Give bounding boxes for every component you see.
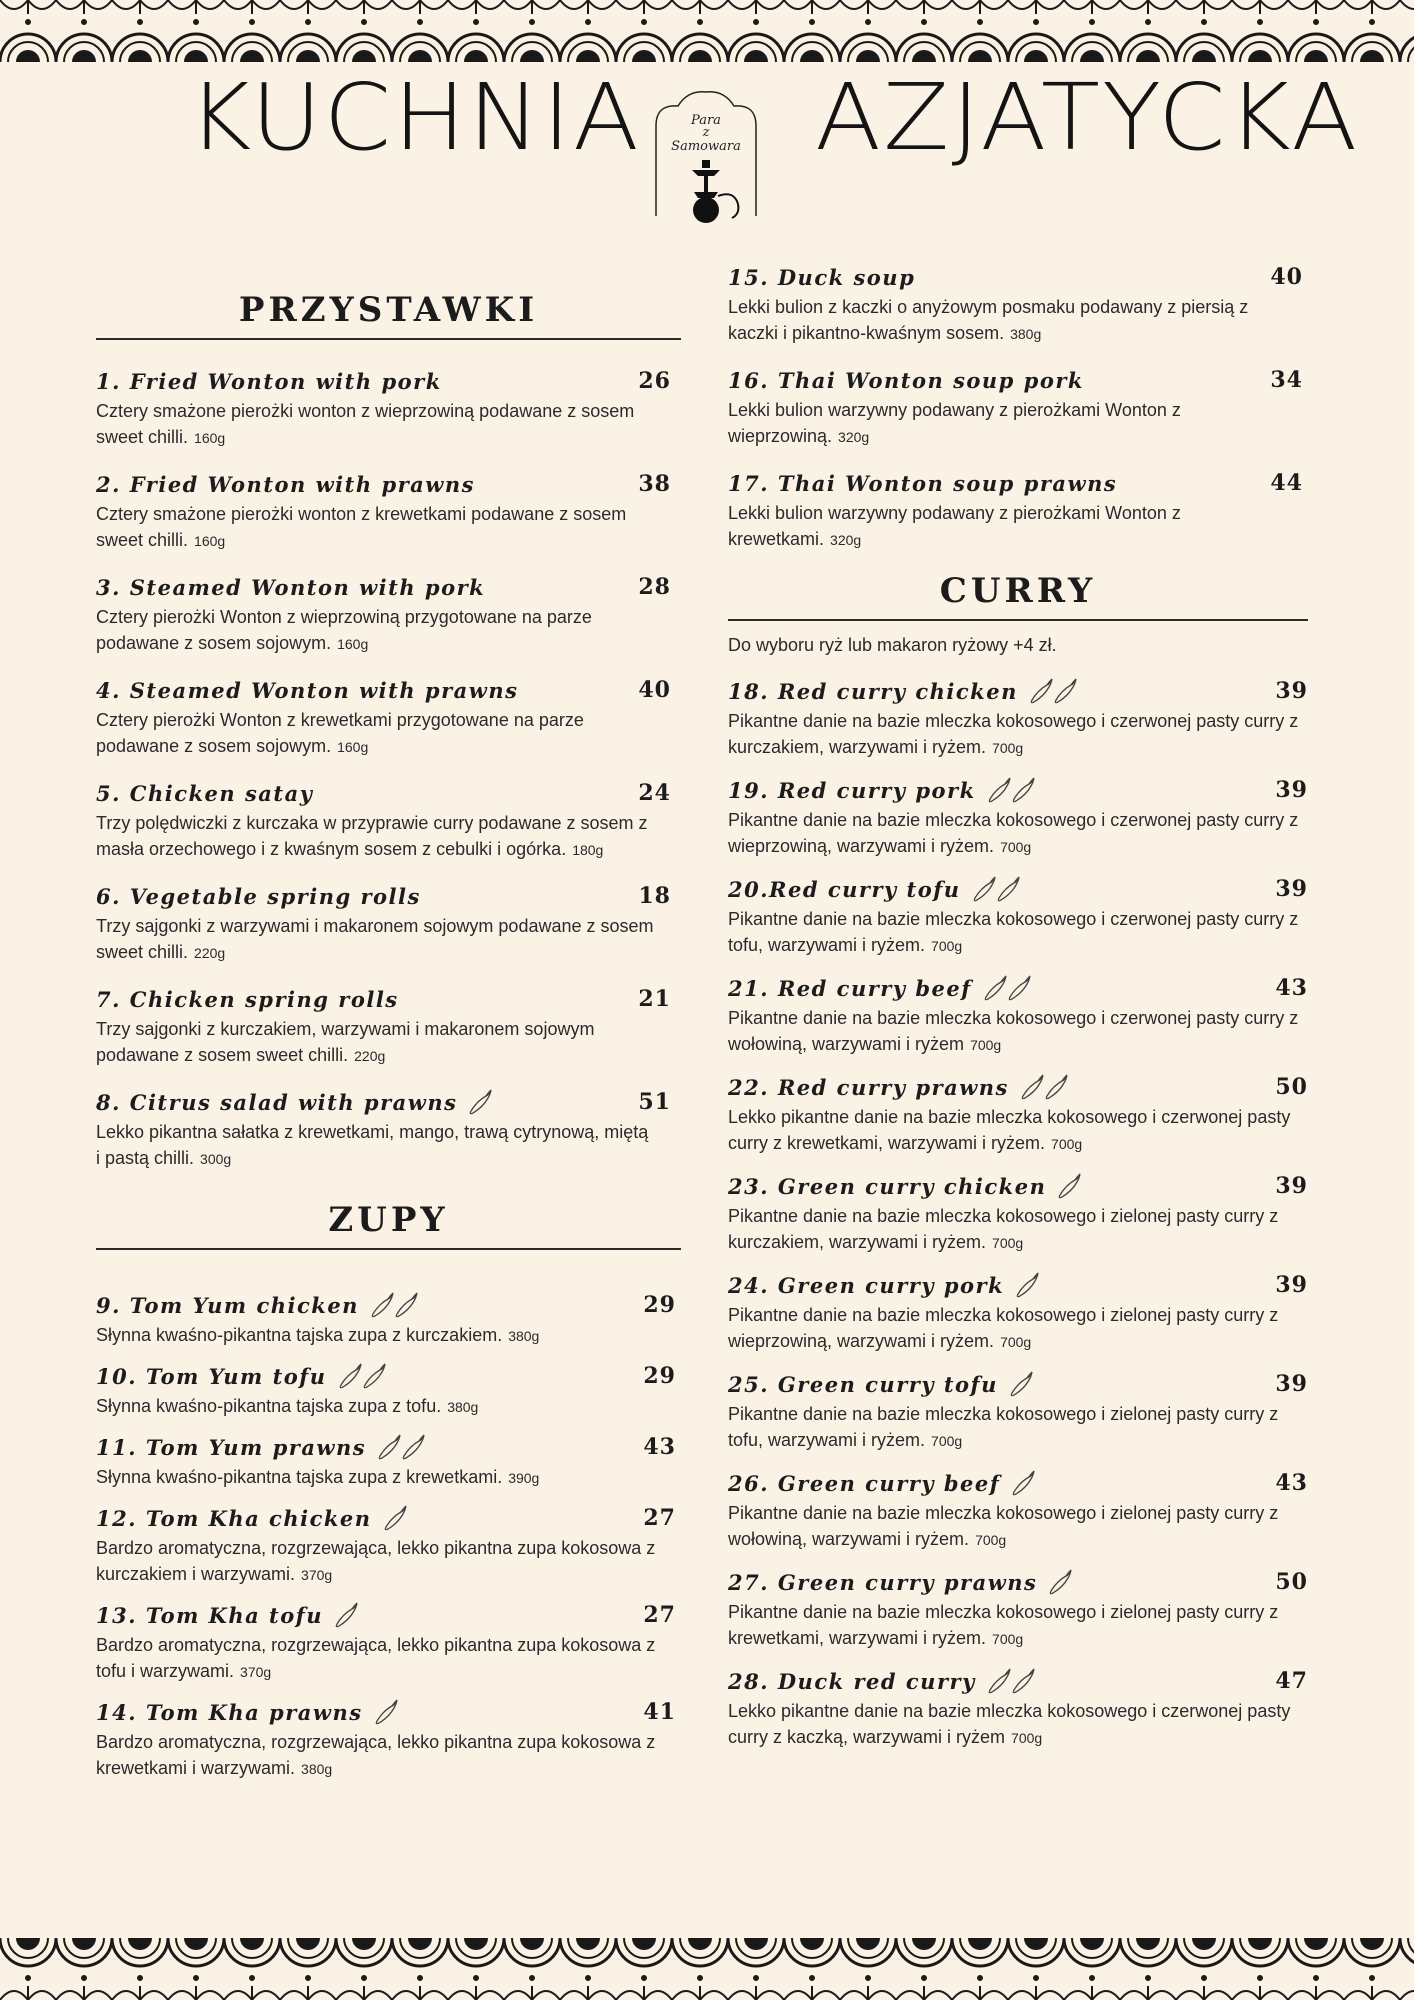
menu-item-name: 17. Thai Wonton soup prawns <box>728 470 1118 496</box>
menu-item-price: 39 <box>1275 876 1308 902</box>
menu-item-price: 18 <box>638 883 671 909</box>
menu-item-name: 9. Tom Yum chicken <box>96 1292 359 1318</box>
menu-item-name: 14. Tom Kha prawns <box>96 1699 363 1725</box>
menu-item-weight: 700g <box>1000 1334 1032 1350</box>
menu-item-header <box>728 1270 1308 1300</box>
menu-item-description: Pikantne danie na bazie mleczka kokosowego i czerwonej pasty curry z tofu, warzywami i ryżem. <box>728 909 1299 955</box>
menu-item-price: 29 <box>643 1292 676 1318</box>
menu-item-price: 41 <box>643 1699 676 1725</box>
menu-item-description-block <box>96 1119 656 1172</box>
menu-item-name: 24. Green curry pork <box>728 1272 1005 1298</box>
menu-item-weight: 160g <box>337 739 369 755</box>
menu-item-price: 44 <box>1270 470 1303 496</box>
menu-item-description: Pikantne danie na bazie mleczka kokosowego i czerwonej pasty curry z wieprzowiną, warzywami i ryżem. <box>728 810 1299 856</box>
chili-pepper-icon <box>984 775 1032 805</box>
menu-item <box>96 778 671 863</box>
menu-item-price: 43 <box>1275 975 1308 1001</box>
menu-item-price: 43 <box>1275 1470 1308 1496</box>
menu-item-price: 27 <box>643 1602 676 1628</box>
menu-item-description: Lekki bulion warzywny podawany z pierożkami Wonton z krewetkami. <box>728 503 1181 549</box>
menu-item-price: 50 <box>1275 1074 1308 1100</box>
menu-item-description: Słynna kwaśno-pikantna tajska zupa z kurczakiem. <box>96 1325 503 1345</box>
menu-item-weight: 300g <box>200 1151 232 1167</box>
menu-item-description-block <box>96 1535 656 1588</box>
menu-item-description-block <box>728 1203 1308 1256</box>
menu-item-weight: 700g <box>970 1037 1002 1053</box>
menu-item-description: Trzy sajgonki z warzywami i makaronem sojowym podawane z sosem sweet chilli. <box>96 916 654 962</box>
menu-item-description: Cztery pierożki Wonton z wieprzowiną przygotowane na parze podawane z sosem sojowym. <box>96 607 592 653</box>
menu-item <box>728 874 1308 959</box>
menu-item-description: Cztery smażone pierożki wonton z wieprzowiną podawane z sosem sweet chilli. <box>96 401 635 447</box>
menu-item-description-block <box>96 1729 656 1782</box>
menu-item-description-block <box>728 294 1288 347</box>
menu-item <box>96 1290 676 1349</box>
menu-item-header <box>728 365 1303 395</box>
menu-item-name: 28. Duck red curry <box>728 1668 976 1694</box>
menu-item-header <box>728 468 1303 498</box>
menu-item-description-block <box>728 1401 1308 1454</box>
menu-item-description: Lekki bulion warzywny podawany z pierożkami Wonton z wieprzowiną. <box>728 400 1181 446</box>
menu-item <box>728 365 1303 450</box>
chili-pepper-icon <box>1017 1072 1065 1102</box>
menu-item-name: 22. Red curry prawns <box>728 1074 1009 1100</box>
menu-item-weight: 370g <box>301 1567 333 1583</box>
menu-item-weight: 700g <box>992 1235 1024 1251</box>
chili-pepper-icon <box>1008 1468 1032 1498</box>
menu-item-header <box>728 1468 1308 1498</box>
menu-item <box>728 1270 1308 1355</box>
menu-item-header <box>96 984 671 1014</box>
menu-item-name: 3. Steamed Wonton with pork <box>96 574 486 600</box>
logo-text-3: Samowara <box>671 139 741 154</box>
chili-pepper-icon <box>1045 1567 1069 1597</box>
logo-text-2: z <box>702 125 710 140</box>
menu-item-price: 39 <box>1275 777 1308 803</box>
menu-item-weight: 160g <box>337 636 369 652</box>
menu-item-description: Słynna kwaśno-pikantna tajska zupa z tofu. <box>96 1396 442 1416</box>
menu-item-price: 47 <box>1275 1668 1308 1694</box>
menu-item-price: 39 <box>1275 1173 1308 1199</box>
menu-item-weight: 160g <box>194 533 226 549</box>
title-right: AZJATYCKA <box>815 64 1360 171</box>
menu-item-weight: 380g <box>301 1761 333 1777</box>
chili-pepper-icon <box>331 1600 355 1630</box>
menu-item-weight: 700g <box>975 1532 1007 1548</box>
menu-item <box>96 984 671 1069</box>
menu-item-name: 18. Red curry chicken <box>728 678 1018 704</box>
menu-item-header <box>728 262 1303 292</box>
menu-item-price: 51 <box>638 1089 671 1115</box>
chili-pepper-icon <box>1026 676 1074 706</box>
menu-item-description-block <box>96 501 656 554</box>
menu-item-weight: 700g <box>931 938 963 954</box>
section-divider <box>96 338 681 340</box>
menu-item <box>728 1369 1308 1454</box>
menu-item-price: 38 <box>638 471 671 497</box>
menu-item-header <box>728 874 1308 904</box>
menu-item-description: Lekko pikantne danie na bazie mleczka kokosowego i czerwonej pasty curry z kaczką, warzywami i ryżem <box>728 1701 1291 1747</box>
menu-item-price: 28 <box>638 574 671 600</box>
chili-pepper-icon <box>969 874 1017 904</box>
menu-item-header <box>728 1666 1308 1696</box>
menu-item-price: 39 <box>1275 678 1308 704</box>
menu-item-price: 26 <box>638 368 671 394</box>
menu-item-price: 34 <box>1270 367 1303 393</box>
chili-pepper-icon <box>1012 1270 1036 1300</box>
menu-item-header <box>728 775 1308 805</box>
menu-item-name: 27. Green curry prawns <box>728 1569 1038 1595</box>
menu-item-description: Cztery smażone pierożki wonton z krewetkami podawane z sosem sweet chilli. <box>96 504 627 550</box>
chili-pepper-icon <box>335 1361 383 1391</box>
menu-item-description: Lekko pikantne danie na bazie mleczka kokosowego i czerwonej pasty curry z krewetkami, warzywami i ryżem. <box>728 1107 1291 1153</box>
menu-item-weight: 220g <box>194 945 226 961</box>
right-column <box>728 262 1328 1765</box>
menu-item-price: 21 <box>638 986 671 1012</box>
menu-item-header <box>96 778 671 808</box>
section-title-zupy: ZUPY <box>328 1200 449 1240</box>
chili-pepper-icon <box>371 1697 395 1727</box>
menu-item-weight: 700g <box>931 1433 963 1449</box>
menu-item <box>96 1087 671 1172</box>
menu-item-description: Bardzo aromatyczna, rozgrzewająca, lekko pikantna zupa kokosowa z krewetkami i warzywami. <box>96 1732 656 1778</box>
menu-item-description: Pikantne danie na bazie mleczka kokosowego i zielonej pasty curry z krewetkami, warzywami i ryżem. <box>728 1602 1279 1648</box>
menu-item <box>96 366 671 451</box>
menu-item <box>96 1503 676 1588</box>
menu-item-weight: 180g <box>572 842 604 858</box>
menu-item-name: 4. Steamed Wonton with prawns <box>96 677 519 703</box>
menu-item-header <box>96 1432 676 1462</box>
menu-item-header <box>728 1567 1308 1597</box>
menu-item-header <box>728 973 1308 1003</box>
menu-item <box>96 469 671 554</box>
section-divider <box>96 1248 681 1250</box>
menu-item-description-block <box>96 707 656 760</box>
curry-note: Do wyboru ryż lub makaron ryżowy +4 zł. <box>728 635 1057 655</box>
menu-item-header <box>96 1503 676 1533</box>
menu-item-name: 2. Fried Wonton with prawns <box>96 471 475 497</box>
menu-item-name: 23. Green curry chicken <box>728 1173 1047 1199</box>
menu-item-description: Trzy sajgonki z kurczakiem, warzywami i makaronem sojowym podawane z sosem sweet chilli. <box>96 1019 595 1065</box>
section-title-przystawki: PRZYSTAWKI <box>238 290 539 330</box>
menu-item-weight: 700g <box>992 1631 1024 1647</box>
chili-pepper-icon <box>1054 1171 1078 1201</box>
menu-item-weight: 700g <box>1011 1730 1043 1746</box>
menu-item-description: Cztery pierożki Wonton z krewetkami przygotowane na parze podawane z sosem sojowym. <box>96 710 584 756</box>
menu-item <box>96 881 671 966</box>
menu-item-description-block <box>96 1322 656 1349</box>
menu-item-weight: 370g <box>240 1664 272 1680</box>
menu-item-description: Pikantne danie na bazie mleczka kokosowego i zielonej pasty curry z tofu, warzywami i ryżem. <box>728 1404 1279 1450</box>
menu-item-header <box>728 1369 1308 1399</box>
menu-item <box>96 1600 676 1685</box>
title-left: KUCHNIA <box>188 64 642 171</box>
chili-pepper-icon <box>374 1432 422 1462</box>
ornamental-border-bottom <box>0 1938 1414 2000</box>
menu-item-description-block <box>96 604 656 657</box>
menu-item-header <box>728 676 1308 706</box>
menu-item <box>96 1361 676 1420</box>
menu-item-description-block <box>728 906 1308 959</box>
menu-item-description-block <box>728 1302 1308 1355</box>
menu-item-price: 40 <box>1270 264 1303 290</box>
menu-item-description-block <box>96 1016 656 1069</box>
logo-text-1: Para <box>691 113 721 128</box>
ornamental-border-top <box>0 0 1414 62</box>
menu-item <box>728 1171 1308 1256</box>
chili-pepper-icon <box>380 1503 404 1533</box>
menu-item-description-block <box>728 708 1308 761</box>
menu-item <box>728 262 1303 347</box>
menu-item <box>96 572 671 657</box>
menu-item-description: Pikantne danie na bazie mleczka kokosowego i czerwonej pasty curry z kurczakiem, warzywami i ryżem. <box>728 711 1299 757</box>
menu-item-name: 19. Red curry pork <box>728 777 976 803</box>
menu-item-header <box>96 1697 676 1727</box>
menu-item-name: 7. Chicken spring rolls <box>96 986 399 1012</box>
menu-item-description: Pikantne danie na bazie mleczka kokosowego i zielonej pasty curry z wieprzowiną, warzywami i ryżem. <box>728 1305 1279 1351</box>
menu-item-name: 11. Tom Yum prawns <box>96 1434 367 1460</box>
menu-item-description-block <box>728 500 1288 553</box>
menu-item-description: Lekki bulion z kaczki o anyżowym posmaku podawany z piersią z kaczki i pikantno-kwaśnym sosem. <box>728 297 1249 343</box>
menu-item-header <box>96 1087 671 1117</box>
menu-item-price: 50 <box>1275 1569 1308 1595</box>
menu-item-name: 10. Tom Yum tofu <box>96 1363 327 1389</box>
menu-item-weight: 380g <box>508 1328 540 1344</box>
menu-item-weight: 320g <box>838 429 870 445</box>
menu-item-weight: 700g <box>1000 839 1032 855</box>
menu-item <box>728 973 1308 1058</box>
menu-item-description-block <box>96 1393 656 1420</box>
menu-item-weight: 390g <box>508 1470 540 1486</box>
menu-item-description: Pikantne danie na bazie mleczka kokosowego i czerwonej pasty curry z wołowiną, warzywami i ryżem <box>728 1008 1299 1054</box>
menu-item-description: Bardzo aromatyczna, rozgrzewająca, lekko pikantna zupa kokosowa z kurczakiem i warzywami. <box>96 1538 656 1584</box>
menu-item-description-block <box>728 1104 1308 1157</box>
menu-item-price: 39 <box>1275 1272 1308 1298</box>
section-title-curry: CURRY <box>939 571 1097 611</box>
menu-item-weight: 380g <box>1010 326 1042 342</box>
menu-item-header <box>96 1361 676 1391</box>
chili-pepper-icon <box>465 1087 489 1117</box>
menu-item-name: 21. Red curry beef <box>728 975 972 1001</box>
menu-item-description-block <box>96 913 656 966</box>
menu-item-price: 29 <box>643 1363 676 1389</box>
menu-item-name: 8. Citrus salad with prawns <box>96 1089 458 1115</box>
menu-item-header <box>96 469 671 499</box>
menu-item-header <box>728 1072 1308 1102</box>
menu-item-name: 5. Chicken satay <box>96 780 314 806</box>
menu-item-description-block <box>728 1500 1308 1553</box>
menu-item-weight: 380g <box>447 1399 479 1415</box>
menu-item-description: Trzy polędwiczki z kurczaka w przyprawie curry podawane z sosem z masła orzechowego i z kwaśnym sosem z cebulki i ogórka. <box>96 813 648 859</box>
menu-item-header <box>96 1600 676 1630</box>
menu-item-description-block <box>728 397 1288 450</box>
menu-item <box>728 1072 1308 1157</box>
menu-item-description: Lekko pikantna sałatka z krewetkami, mango, trawą cytrynową, miętą i pastą chilli. <box>96 1122 649 1168</box>
restaurant-logo <box>648 86 764 226</box>
menu-item <box>728 1468 1308 1553</box>
menu-item-header <box>96 675 671 705</box>
menu-item-price: 40 <box>638 677 671 703</box>
menu-item-header <box>96 366 671 396</box>
menu-item-name: 1. Fried Wonton with pork <box>96 368 442 394</box>
menu-item-price: 39 <box>1275 1371 1308 1397</box>
menu-item <box>728 468 1303 553</box>
menu-item-description: Bardzo aromatyczna, rozgrzewająca, lekko pikantna zupa kokosowa z tofu i warzywami. <box>96 1635 656 1681</box>
menu-item-description-block <box>96 810 656 863</box>
menu-item-name: 12. Tom Kha chicken <box>96 1505 372 1531</box>
menu-item-description-block <box>96 398 656 451</box>
chili-pepper-icon <box>980 973 1028 1003</box>
menu-item-description-block <box>728 807 1308 860</box>
menu-item-price: 27 <box>643 1505 676 1531</box>
menu-item-weight: 160g <box>194 430 226 446</box>
menu-item-price: 24 <box>638 780 671 806</box>
chili-pepper-icon <box>984 1666 1032 1696</box>
menu-item-description-block <box>96 1632 656 1685</box>
menu-item <box>96 1432 676 1491</box>
menu-item <box>728 775 1308 860</box>
chili-pepper-icon <box>367 1290 415 1320</box>
menu-item-header <box>96 572 671 602</box>
menu-item-price: 43 <box>643 1434 676 1460</box>
menu-item <box>728 676 1308 761</box>
section-divider <box>728 619 1308 621</box>
menu-item-name: 26. Green curry beef <box>728 1470 1001 1496</box>
menu-item-description: Pikantne danie na bazie mleczka kokosowego i zielonej pasty curry z kurczakiem, warzywami i ryżem. <box>728 1206 1279 1252</box>
menu-item-description: Pikantne danie na bazie mleczka kokosowego i zielonej pasty curry z wołowiną, warzywami i ryżem. <box>728 1503 1279 1549</box>
menu-item-name: 20.Red curry tofu <box>728 876 961 902</box>
menu-item-name: 15. Duck soup <box>728 264 916 290</box>
menu-item-header <box>728 1171 1308 1201</box>
menu-item-description: Słynna kwaśno-pikantna tajska zupa z krewetkami. <box>96 1467 503 1487</box>
menu-item <box>96 1697 676 1782</box>
hookah-icon <box>692 160 738 223</box>
menu-item-header <box>96 1290 676 1320</box>
menu-item-description-block <box>96 1464 656 1491</box>
menu-item-name: 13. Tom Kha tofu <box>96 1602 324 1628</box>
menu-item-weight: 320g <box>830 532 862 548</box>
chili-pepper-icon <box>1006 1369 1030 1399</box>
menu-item-weight: 700g <box>992 740 1024 756</box>
menu-item-weight: 700g <box>1051 1136 1083 1152</box>
menu-item-description-block <box>728 1005 1308 1058</box>
left-column <box>96 270 681 1794</box>
menu-item <box>728 1567 1308 1652</box>
menu-item-name: 16. Thai Wonton soup pork <box>728 367 1084 393</box>
menu-item-weight: 220g <box>354 1048 386 1064</box>
menu-item-name: 25. Green curry tofu <box>728 1371 998 1397</box>
menu-item-header <box>96 881 671 911</box>
menu-item-description-block <box>728 1599 1308 1652</box>
menu-item-description-block <box>728 1698 1308 1751</box>
menu-item-name: 6. Vegetable spring rolls <box>96 883 421 909</box>
menu-item <box>728 1666 1308 1751</box>
menu-item <box>96 675 671 760</box>
